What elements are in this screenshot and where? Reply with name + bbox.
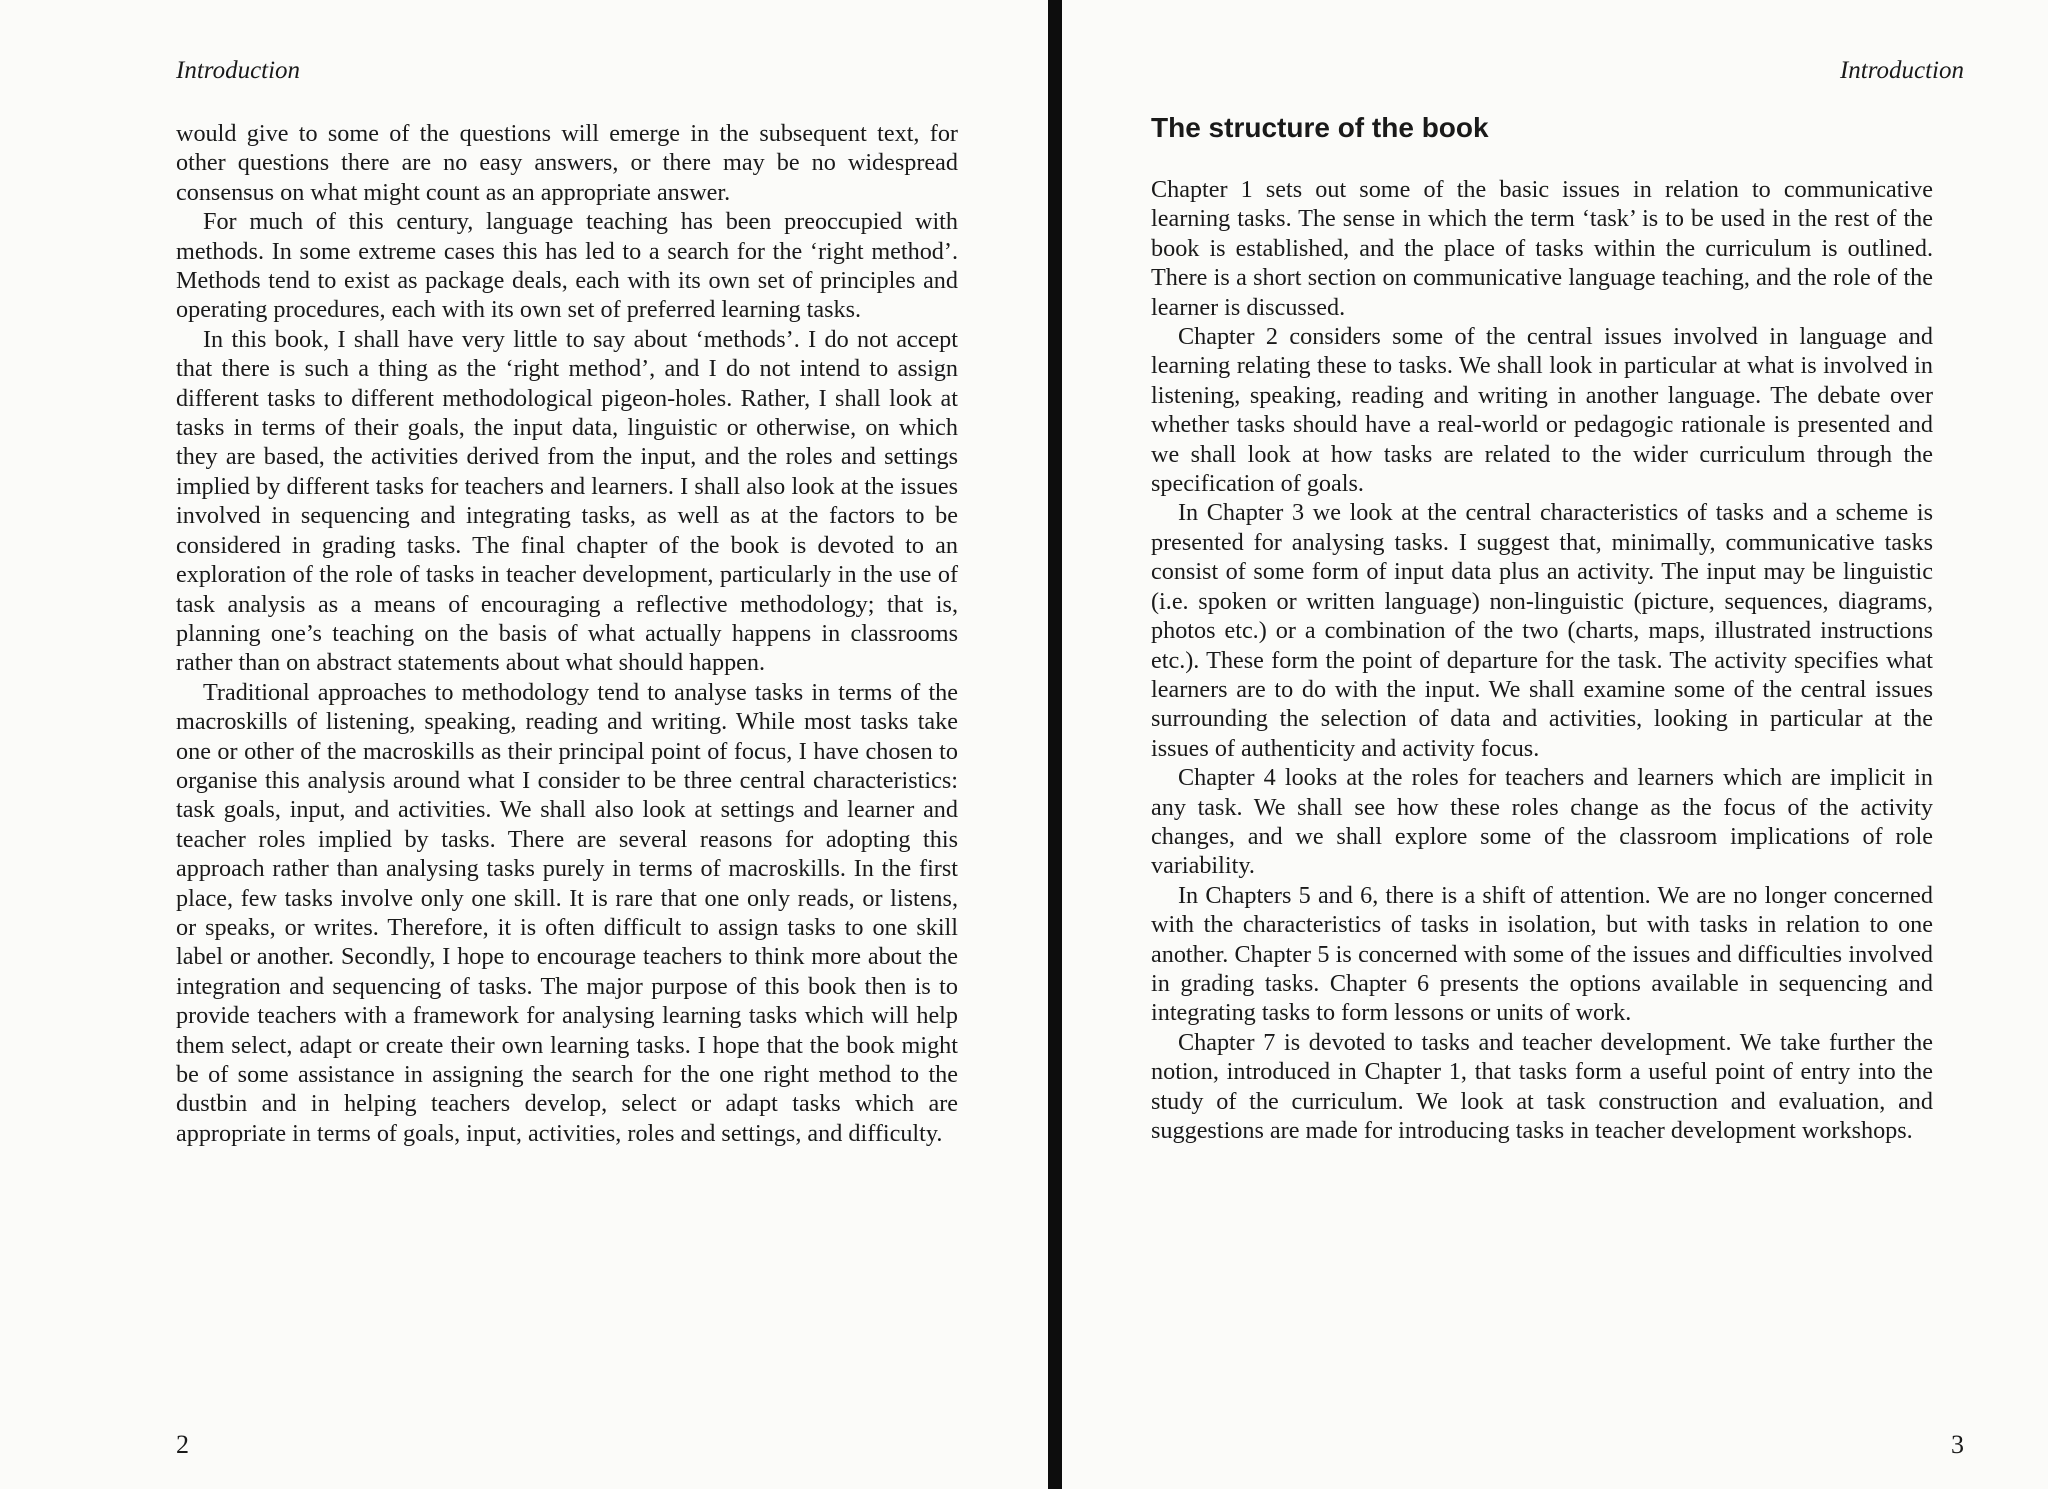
paragraph: Chapter 1 sets out some of the basic issues in relation to communicative learning tasks. The sense in which the term ‘task’ is to be used in the rest of the book is established, and the place of tasks within the curriculum is outlined. There is a short section on communicative language teaching, and the role of the learner is discussed.	[1151, 176, 1933, 321]
paragraph: Chapter 7 is devoted to tasks and teacher development. We take further the notion, introduced in Chapter 1, that tasks form a useful point of entry into the study of the curriculum. We look at task construction and evaluation, and suggestions are made for introducing tasks in teacher development workshops.	[1151, 1028, 1933, 1144]
paragraph: In Chapters 5 and 6, there is a shift of attention. We are no longer concerned with the characteristics of tasks in isolation, but with tasks in relation to one another. Chapter 5 is concerned with some of the issues and difficulties involved in grading tasks. Chapter 6 presents the options available in sequencing and integrating tasks to form lessons or units of work.	[1151, 881, 1933, 1027]
paragraph: For much of this century, language teaching has been preoccupied with methods. In some extreme cases this has led to a search for the ‘right method’. Methods tend to exist as package deals, each with its own set of principles and operating procedures, each with its own set of preferred learning tasks.	[176, 208, 958, 324]
right-page	[1062, 0, 2048, 1489]
page-number: 2	[176, 1430, 189, 1459]
running-head: Introduction	[176, 57, 301, 84]
paragraph: Chapter 2 considers some of the central issues involved in language and learning relating these to tasks. We shall look in particular at what is involved in listening, speaking, reading and writing in another language. The debate over whether tasks should have a real-world or pedagogic rationale is presented and we shall look at how tasks are related to the wider curriculum through the specification of goals.	[1151, 323, 1933, 498]
paragraph: Traditional approaches to methodology tend to analyse tasks in terms of the macroskills of listening, speaking, reading and writing. While most tasks take one or other of the macroskills as their principal point of focus, I have chosen to organise this analysis around what I consider to be three central characteristics: task goals, input, and activities. We shall also look at settings and learner and teacher roles implied by tasks. There are several reasons for adopting this approach rather than analysing tasks purely in terms of macroskills. In the first place, few tasks involve only one skill. It is rare that one only reads, or listens, or speaks, or writes. Therefore, it is often difficult to assign tasks to one skill label or another. Secondly, I hope to encourage teachers to think more about the integration and sequencing of tasks. The major purpose of this book then is to provide teachers with a framework for analysing learning tasks which will help them select, adapt or create their own learning tasks. I hope that the book might be of some assistance in assigning the search for the one right method to the dustbin and in helping teachers develop, select or adapt tasks which are appropriate in terms of goals, input, activities, roles and settings, and difficulty.	[176, 678, 958, 1147]
body-text	[1151, 175, 1933, 1145]
page-number: 3	[1951, 1430, 1964, 1459]
paragraph: In Chapter 3 we look at the central characteristics of tasks and a scheme is presented for analysing tasks. I suggest that, minimally, communicative tasks consist of some form of input data plus an activity. The input may be linguistic (i.e. spoken or written language) non-linguistic (picture, sequences, diagrams, photos etc.) or a combination of the two (charts, maps, illustrated instructions etc.). These form the point of departure for the task. The activity specifies what learners are to do with the input. We shall examine some of the central issues surrounding the selection of data and activities, looking in particular at the issues of authenticity and activity focus.	[1151, 499, 1933, 762]
body-text	[176, 119, 958, 1148]
paragraph: Chapter 4 looks at the roles for teachers and learners which are implicit in any task. We shall see how these roles change as the focus of the activity changes, and we shall explore some of the classroom implications of role variability.	[1151, 764, 1933, 880]
running-head: Introduction	[1839, 57, 1964, 84]
section-heading: The structure of the book	[1151, 112, 1489, 143]
paragraph: would give to some of the questions will emerge in the subsequent text, for other questions there are no easy answers, or there may be no widespread consensus on what might count as an appropriate answer.	[176, 120, 958, 206]
paragraph: In this book, I shall have very little to say about ‘methods’. I do not accept that there is such a thing as the ‘right method’, and I do not intend to assign different tasks to different methodological pigeon-holes. Rather, I shall look at tasks in terms of their goals, the input data, linguistic or otherwise, on which they are based, the activities derived from the input, and the roles and settings implied by different tasks for teachers and learners. I shall also look at the issues involved in sequencing and integrating tasks, as well as at the factors to be considered in grading tasks. The final chapter of the book is devoted to an exploration of the role of tasks in teacher development, particularly in the use of task analysis as a means of encouraging a reflective methodology; that is, planning one’s teaching on the basis of what actually happens in classrooms rather than on abstract statements about what should happen.	[176, 325, 958, 677]
book-gutter	[1048, 0, 1062, 1489]
